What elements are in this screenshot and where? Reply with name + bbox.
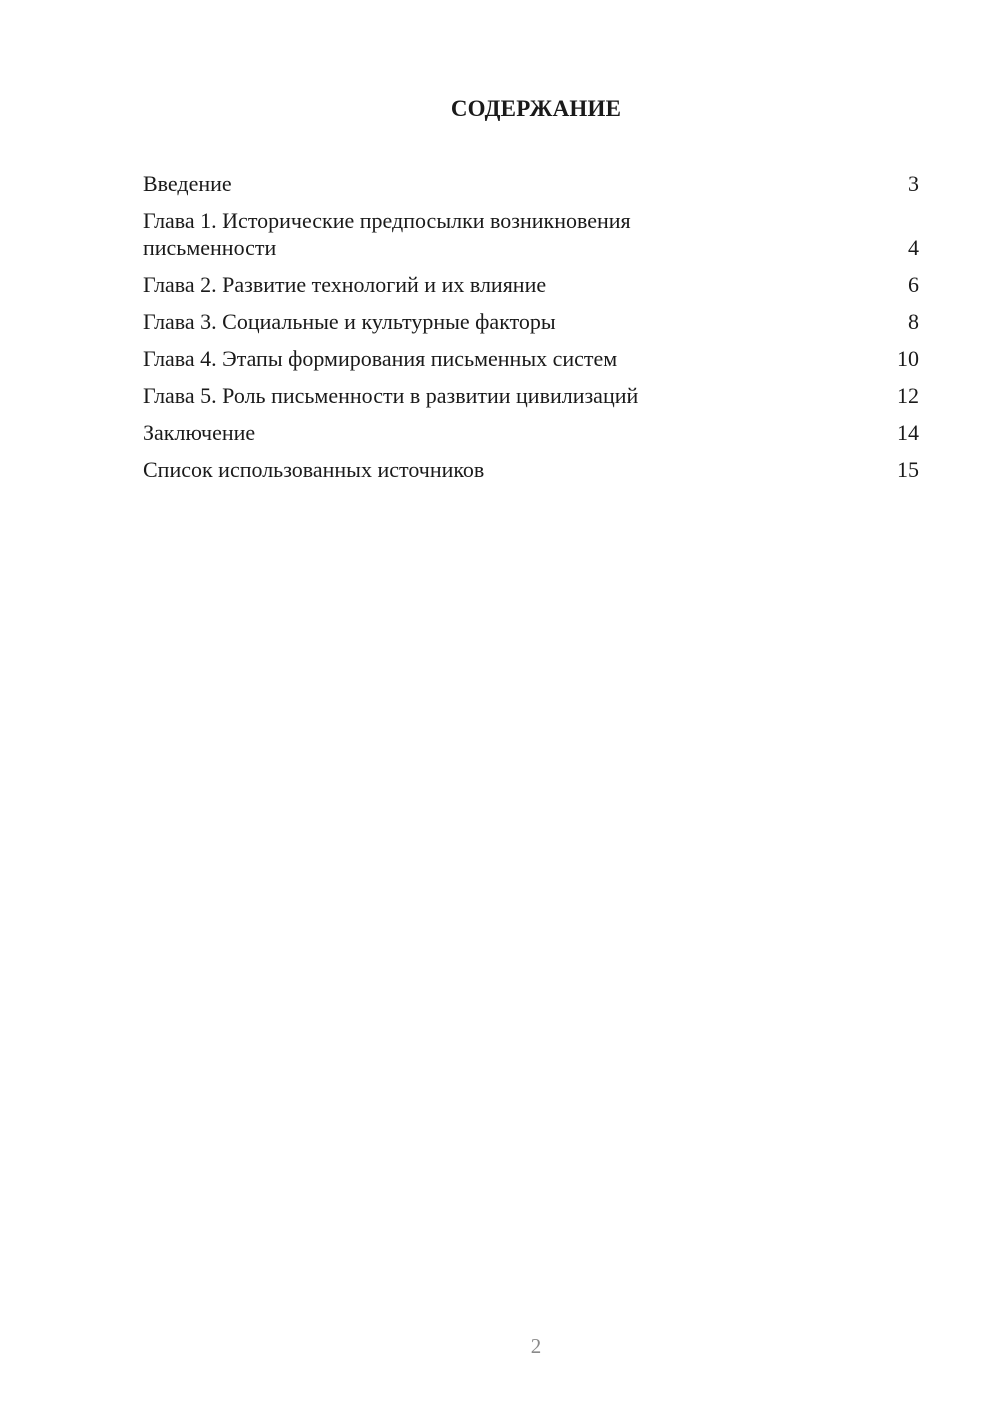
toc-item-page: 10 bbox=[897, 346, 919, 371]
toc-item-chapter-2 bbox=[143, 271, 919, 298]
toc-item-label: Глава 3. Социальные и культурные факторы bbox=[143, 309, 556, 334]
toc-item-label: Глава 5. Роль письменности в развитии цивилизаций bbox=[143, 383, 639, 408]
toc-item-chapter-1 bbox=[143, 207, 919, 261]
toc-item-label: Глава 4. Этапы формирования письменных систем bbox=[143, 346, 618, 371]
toc-item-chapter-5 bbox=[143, 382, 919, 409]
toc-item-page: 14 bbox=[897, 420, 919, 445]
toc-item-conclusion bbox=[143, 419, 919, 446]
toc-item-introduction bbox=[143, 170, 919, 197]
toc-title: СОДЕРЖАНИЕ bbox=[450, 96, 622, 121]
toc-item-page: 4 bbox=[908, 235, 919, 260]
toc-item-chapter-3 bbox=[143, 308, 919, 335]
toc-item-label: Заключение bbox=[143, 420, 256, 445]
page-number: 2 bbox=[530, 1334, 542, 1358]
toc-item-label: Глава 1. Исторические предпосылки возникновения письменности bbox=[143, 208, 631, 260]
toc-item-page: 8 bbox=[908, 309, 919, 334]
toc-item-page: 15 bbox=[897, 457, 919, 482]
toc-item-page: 12 bbox=[897, 383, 919, 408]
toc-item-label: Введение bbox=[143, 171, 232, 196]
toc-item-references bbox=[143, 456, 919, 483]
toc-item-page: 6 bbox=[908, 272, 919, 297]
toc-item-label: Список использованных источников bbox=[143, 457, 485, 482]
toc-item-label: Глава 2. Развитие технологий и их влияние bbox=[143, 272, 547, 297]
toc-item-chapter-4 bbox=[143, 345, 919, 372]
toc-item-page: 3 bbox=[908, 171, 919, 196]
table-of-contents bbox=[143, 170, 919, 493]
